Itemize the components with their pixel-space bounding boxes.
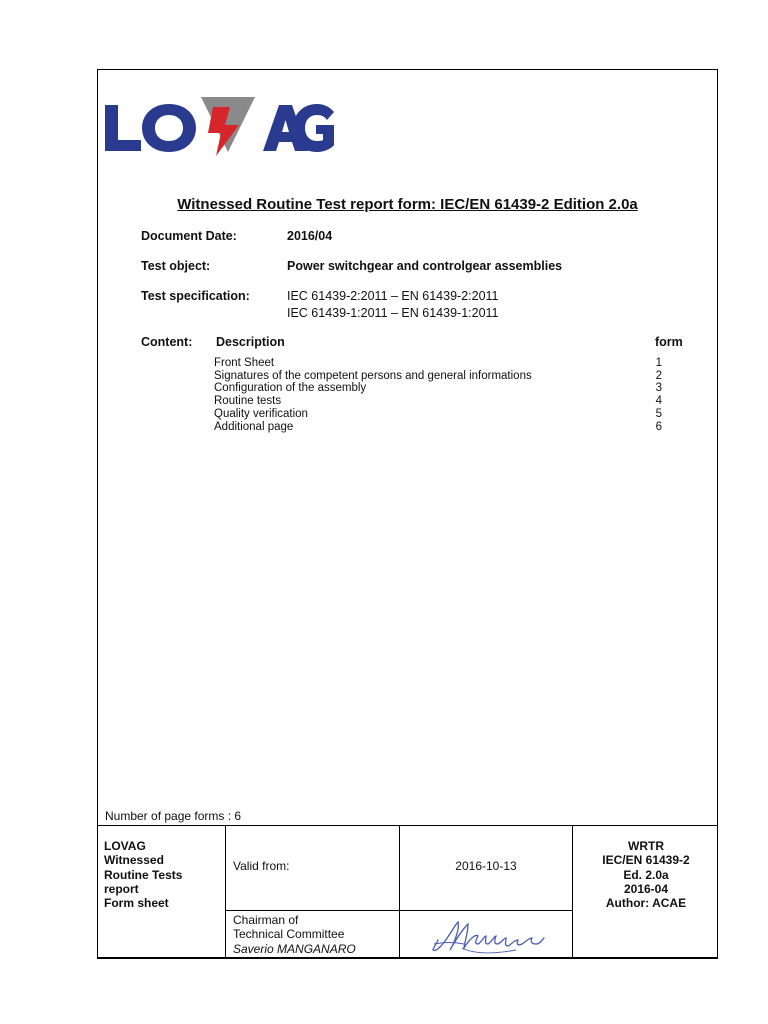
- toc-description: Quality verification: [214, 408, 308, 420]
- document-date-value: 2016/04: [287, 229, 333, 243]
- test-object-value: Power switchgear and controlgear assemblies: [287, 259, 563, 273]
- content-description-header: Description: [216, 335, 285, 349]
- content-form-header: form: [655, 335, 683, 349]
- footer-table: [97, 825, 718, 959]
- lovag-logo: [103, 95, 335, 157]
- toc-row: [214, 395, 664, 408]
- toc-form-number: 1: [655, 357, 662, 369]
- toc-form-number: 3: [655, 382, 662, 394]
- signature-image: [424, 914, 558, 958]
- footer-divider: [399, 826, 400, 958]
- toc-description: Routine tests: [214, 395, 282, 407]
- valid-from-date: 2016-10-13: [455, 859, 517, 873]
- toc-form-number: 6: [655, 421, 662, 433]
- footer-divider: [225, 826, 226, 958]
- test-object-label: Test object:: [141, 259, 211, 273]
- toc-description: Configuration of the assembly: [214, 382, 367, 394]
- chairman-line-1: Chairman of: [233, 913, 299, 927]
- chairman-name: Saverio MANGANARO: [233, 941, 356, 956]
- logo-triangle-grey: [201, 97, 255, 152]
- toc-description: Front Sheet: [214, 357, 275, 369]
- document-title: Witnessed Routine Test report form: IEC/EN 61439-2 Edition 2.0a: [177, 196, 638, 213]
- page-forms-count: Number of page forms : 6: [105, 809, 242, 823]
- toc-row: [214, 382, 664, 395]
- content-label: Content:: [141, 335, 193, 349]
- valid-from-label: Valid from:: [233, 859, 290, 873]
- toc-form-number: 4: [655, 395, 662, 407]
- toc-row: [214, 408, 664, 421]
- toc-description: Additional page: [214, 421, 294, 433]
- toc-row: [214, 421, 664, 434]
- test-spec-line-2: IEC 61439-1:2011 – EN 61439-1:2011: [287, 306, 499, 320]
- toc-row: [214, 357, 664, 370]
- logo-letter-l: [105, 105, 141, 151]
- test-spec-line-1: IEC 61439-2:2011 – EN 61439-2:2011: [287, 289, 499, 303]
- logo-letter-o: [142, 104, 196, 152]
- footer-divider: [572, 826, 573, 958]
- toc-form-number: 5: [655, 408, 662, 420]
- footer-form-title: LOVAG Witnessed Routine Tests report Form sheet: [104, 839, 183, 911]
- chairman-line-2: Technical Committee: [233, 927, 345, 942]
- test-spec-label: Test specification:: [141, 289, 250, 303]
- chairman-block: [233, 913, 356, 956]
- footer-form-code: WRTR IEC/EN 61439-2 Ed. 2.0a 2016-04 Author: ACAE: [602, 839, 690, 911]
- footer-divider: [225, 910, 572, 911]
- document-date-label: Document Date:: [141, 229, 237, 243]
- toc-form-number: 2: [655, 370, 662, 382]
- toc-description: Signatures of the competent persons and general informations: [214, 370, 532, 382]
